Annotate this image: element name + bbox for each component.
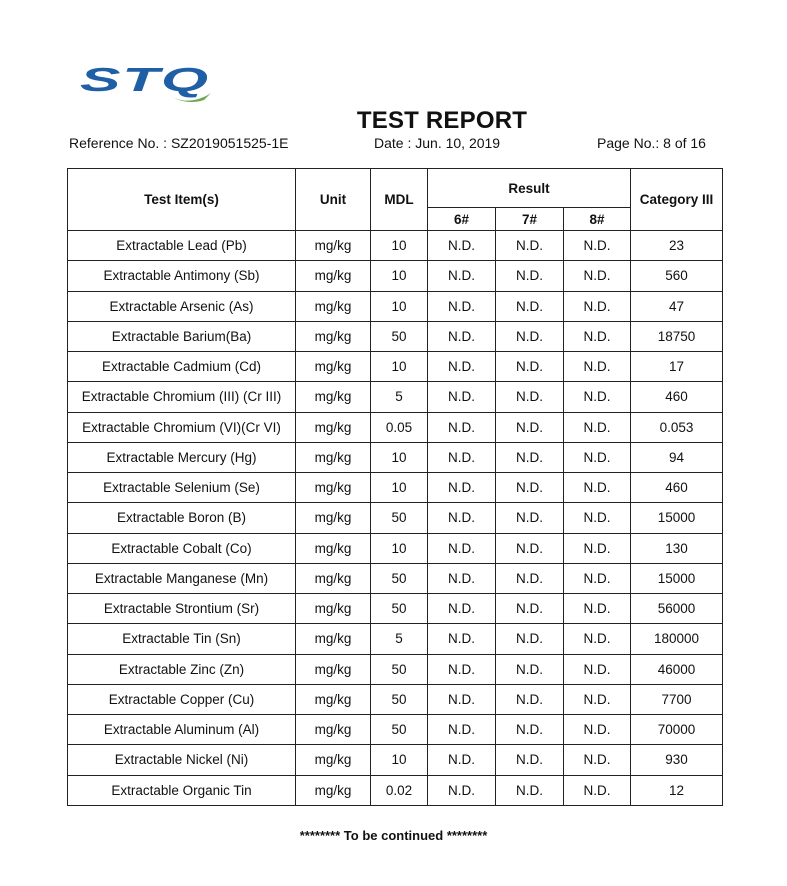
cell-unit: mg/kg	[296, 352, 371, 382]
cell-unit: mg/kg	[296, 261, 371, 291]
cell-result-8: N.D.	[564, 563, 631, 593]
cell-category: 0.053	[631, 412, 723, 442]
cell-category: 56000	[631, 594, 723, 624]
cell-result-7: N.D.	[496, 231, 564, 261]
report-date: Date : Jun. 10, 2019	[374, 135, 501, 151]
cell-result-7: N.D.	[496, 533, 564, 563]
cell-test-item: Extractable Chromium (VI)(Cr VI)	[68, 412, 296, 442]
cell-category: 460	[631, 473, 723, 503]
cell-category: 15000	[631, 563, 723, 593]
cell-result-8: N.D.	[564, 533, 631, 563]
cell-test-item: Extractable Lead (Pb)	[68, 231, 296, 261]
results-table	[67, 168, 723, 806]
table-row	[68, 503, 723, 533]
cell-test-item: Extractable Mercury (Hg)	[68, 442, 296, 472]
cell-result-7: N.D.	[496, 352, 564, 382]
table-body	[68, 231, 723, 806]
cell-category: 70000	[631, 715, 723, 745]
cell-test-item: Extractable Selenium (Se)	[68, 473, 296, 503]
cell-category: 930	[631, 745, 723, 775]
cell-mdl: 10	[371, 533, 428, 563]
table-row	[68, 715, 723, 745]
cell-unit: mg/kg	[296, 473, 371, 503]
page-number: Page No.: 8 of 16	[597, 135, 706, 151]
cell-mdl: 50	[371, 594, 428, 624]
cell-result-6: N.D.	[428, 261, 496, 291]
cell-result-8: N.D.	[564, 745, 631, 775]
cell-category: 17	[631, 352, 723, 382]
logo-text: STQ	[80, 64, 210, 98]
cell-unit: mg/kg	[296, 291, 371, 321]
cell-category: 560	[631, 261, 723, 291]
cell-test-item: Extractable Cobalt (Co)	[68, 533, 296, 563]
cell-mdl: 10	[371, 231, 428, 261]
cell-mdl: 50	[371, 321, 428, 351]
cell-result-6: N.D.	[428, 684, 496, 714]
cell-unit: mg/kg	[296, 442, 371, 472]
cell-unit: mg/kg	[296, 775, 371, 805]
table-row	[68, 231, 723, 261]
cell-result-7: N.D.	[496, 624, 564, 654]
cell-unit: mg/kg	[296, 533, 371, 563]
cell-unit: mg/kg	[296, 624, 371, 654]
cell-result-6: N.D.	[428, 654, 496, 684]
cell-result-6: N.D.	[428, 321, 496, 351]
cell-mdl: 5	[371, 382, 428, 412]
cell-test-item: Extractable Manganese (Mn)	[68, 563, 296, 593]
cell-result-6: N.D.	[428, 624, 496, 654]
cell-result-8: N.D.	[564, 261, 631, 291]
header-mdl: MDL	[371, 169, 428, 231]
cell-unit: mg/kg	[296, 231, 371, 261]
cell-result-7: N.D.	[496, 291, 564, 321]
cell-mdl: 10	[371, 291, 428, 321]
cell-result-6: N.D.	[428, 533, 496, 563]
cell-result-8: N.D.	[564, 291, 631, 321]
cell-result-7: N.D.	[496, 715, 564, 745]
cell-unit: mg/kg	[296, 715, 371, 745]
cell-result-6: N.D.	[428, 503, 496, 533]
cell-category: 47	[631, 291, 723, 321]
cell-mdl: 10	[371, 473, 428, 503]
cell-result-8: N.D.	[564, 382, 631, 412]
cell-unit: mg/kg	[296, 503, 371, 533]
cell-unit: mg/kg	[296, 563, 371, 593]
cell-unit: mg/kg	[296, 745, 371, 775]
cell-test-item: Extractable Antimony (Sb)	[68, 261, 296, 291]
cell-category: 18750	[631, 321, 723, 351]
cell-category: 7700	[631, 684, 723, 714]
cell-result-7: N.D.	[496, 261, 564, 291]
table-row	[68, 321, 723, 351]
header-category: Category III	[631, 169, 723, 231]
cell-test-item: Extractable Aluminum (Al)	[68, 715, 296, 745]
cell-test-item: Extractable Cadmium (Cd)	[68, 352, 296, 382]
cell-test-item: Extractable Tin (Sn)	[68, 624, 296, 654]
cell-result-8: N.D.	[564, 231, 631, 261]
cell-result-7: N.D.	[496, 563, 564, 593]
table-row	[68, 442, 723, 472]
table-row	[68, 352, 723, 382]
cell-category: 46000	[631, 654, 723, 684]
cell-result-8: N.D.	[564, 684, 631, 714]
cell-test-item: Extractable Arsenic (As)	[68, 291, 296, 321]
cell-result-7: N.D.	[496, 442, 564, 472]
cell-test-item: Extractable Organic Tin	[68, 775, 296, 805]
header-unit: Unit	[296, 169, 371, 231]
cell-result-6: N.D.	[428, 715, 496, 745]
cell-result-7: N.D.	[496, 594, 564, 624]
cell-result-8: N.D.	[564, 442, 631, 472]
cell-mdl: 50	[371, 654, 428, 684]
cell-result-6: N.D.	[428, 745, 496, 775]
cell-result-7: N.D.	[496, 382, 564, 412]
table-row	[68, 412, 723, 442]
cell-test-item: Extractable Copper (Cu)	[68, 684, 296, 714]
table-row	[68, 775, 723, 805]
cell-mdl: 10	[371, 261, 428, 291]
table-row	[68, 624, 723, 654]
header-sample-8: 8#	[564, 208, 631, 231]
cell-mdl: 5	[371, 624, 428, 654]
cell-result-7: N.D.	[496, 503, 564, 533]
cell-result-8: N.D.	[564, 594, 631, 624]
cell-result-8: N.D.	[564, 654, 631, 684]
cell-test-item: Extractable Zinc (Zn)	[68, 654, 296, 684]
table-row	[68, 382, 723, 412]
cell-test-item: Extractable Strontium (Sr)	[68, 594, 296, 624]
table-row	[68, 291, 723, 321]
cell-unit: mg/kg	[296, 594, 371, 624]
cell-result-7: N.D.	[496, 321, 564, 351]
cell-mdl: 0.05	[371, 412, 428, 442]
cell-category: 180000	[631, 624, 723, 654]
cell-unit: mg/kg	[296, 382, 371, 412]
cell-result-8: N.D.	[564, 321, 631, 351]
cell-category: 460	[631, 382, 723, 412]
cell-mdl: 0.02	[371, 775, 428, 805]
cell-mdl: 50	[371, 563, 428, 593]
cell-test-item: Extractable Nickel (Ni)	[68, 745, 296, 775]
cell-result-8: N.D.	[564, 412, 631, 442]
cell-result-7: N.D.	[496, 654, 564, 684]
cell-result-6: N.D.	[428, 563, 496, 593]
reference-number: Reference No. : SZ2019051525-1E	[69, 135, 289, 151]
cell-unit: mg/kg	[296, 684, 371, 714]
cell-mdl: 50	[371, 503, 428, 533]
cell-result-8: N.D.	[564, 503, 631, 533]
cell-mdl: 50	[371, 715, 428, 745]
continued-note: ******** To be continued ********	[299, 828, 488, 843]
cell-result-7: N.D.	[496, 775, 564, 805]
cell-category: 23	[631, 231, 723, 261]
report-title: TEST REPORT	[356, 107, 528, 134]
cell-result-6: N.D.	[428, 775, 496, 805]
table-row	[68, 654, 723, 684]
cell-result-7: N.D.	[496, 473, 564, 503]
cell-unit: mg/kg	[296, 412, 371, 442]
cell-result-8: N.D.	[564, 624, 631, 654]
cell-mdl: 50	[371, 684, 428, 714]
cell-unit: mg/kg	[296, 654, 371, 684]
cell-mdl: 10	[371, 745, 428, 775]
cell-result-7: N.D.	[496, 745, 564, 775]
cell-test-item: Extractable Boron (B)	[68, 503, 296, 533]
cell-category: 12	[631, 775, 723, 805]
table-row	[68, 261, 723, 291]
header-test-item: Test Item(s)	[68, 169, 296, 231]
header-sample-7: 7#	[496, 208, 564, 231]
cell-result-6: N.D.	[428, 352, 496, 382]
table-row	[68, 473, 723, 503]
cell-unit: mg/kg	[296, 321, 371, 351]
cell-result-6: N.D.	[428, 594, 496, 624]
cell-test-item: Extractable Barium(Ba)	[68, 321, 296, 351]
cell-result-6: N.D.	[428, 412, 496, 442]
cell-result-7: N.D.	[496, 684, 564, 714]
header-sample-6: 6#	[428, 208, 496, 231]
cell-category: 94	[631, 442, 723, 472]
table-row	[68, 533, 723, 563]
cell-mdl: 10	[371, 352, 428, 382]
cell-result-8: N.D.	[564, 352, 631, 382]
cell-result-6: N.D.	[428, 442, 496, 472]
cell-category: 15000	[631, 503, 723, 533]
cell-result-6: N.D.	[428, 231, 496, 261]
table-row	[68, 563, 723, 593]
table-row	[68, 594, 723, 624]
cell-result-6: N.D.	[428, 473, 496, 503]
stq-logo	[80, 64, 215, 102]
cell-mdl: 10	[371, 442, 428, 472]
cell-result-8: N.D.	[564, 775, 631, 805]
table-row	[68, 745, 723, 775]
cell-result-7: N.D.	[496, 412, 564, 442]
cell-test-item: Extractable Chromium (III) (Cr III)	[68, 382, 296, 412]
cell-category: 130	[631, 533, 723, 563]
cell-result-6: N.D.	[428, 382, 496, 412]
table-row	[68, 684, 723, 714]
cell-result-8: N.D.	[564, 473, 631, 503]
cell-result-8: N.D.	[564, 715, 631, 745]
header-result: Result	[428, 169, 631, 208]
cell-result-6: N.D.	[428, 291, 496, 321]
